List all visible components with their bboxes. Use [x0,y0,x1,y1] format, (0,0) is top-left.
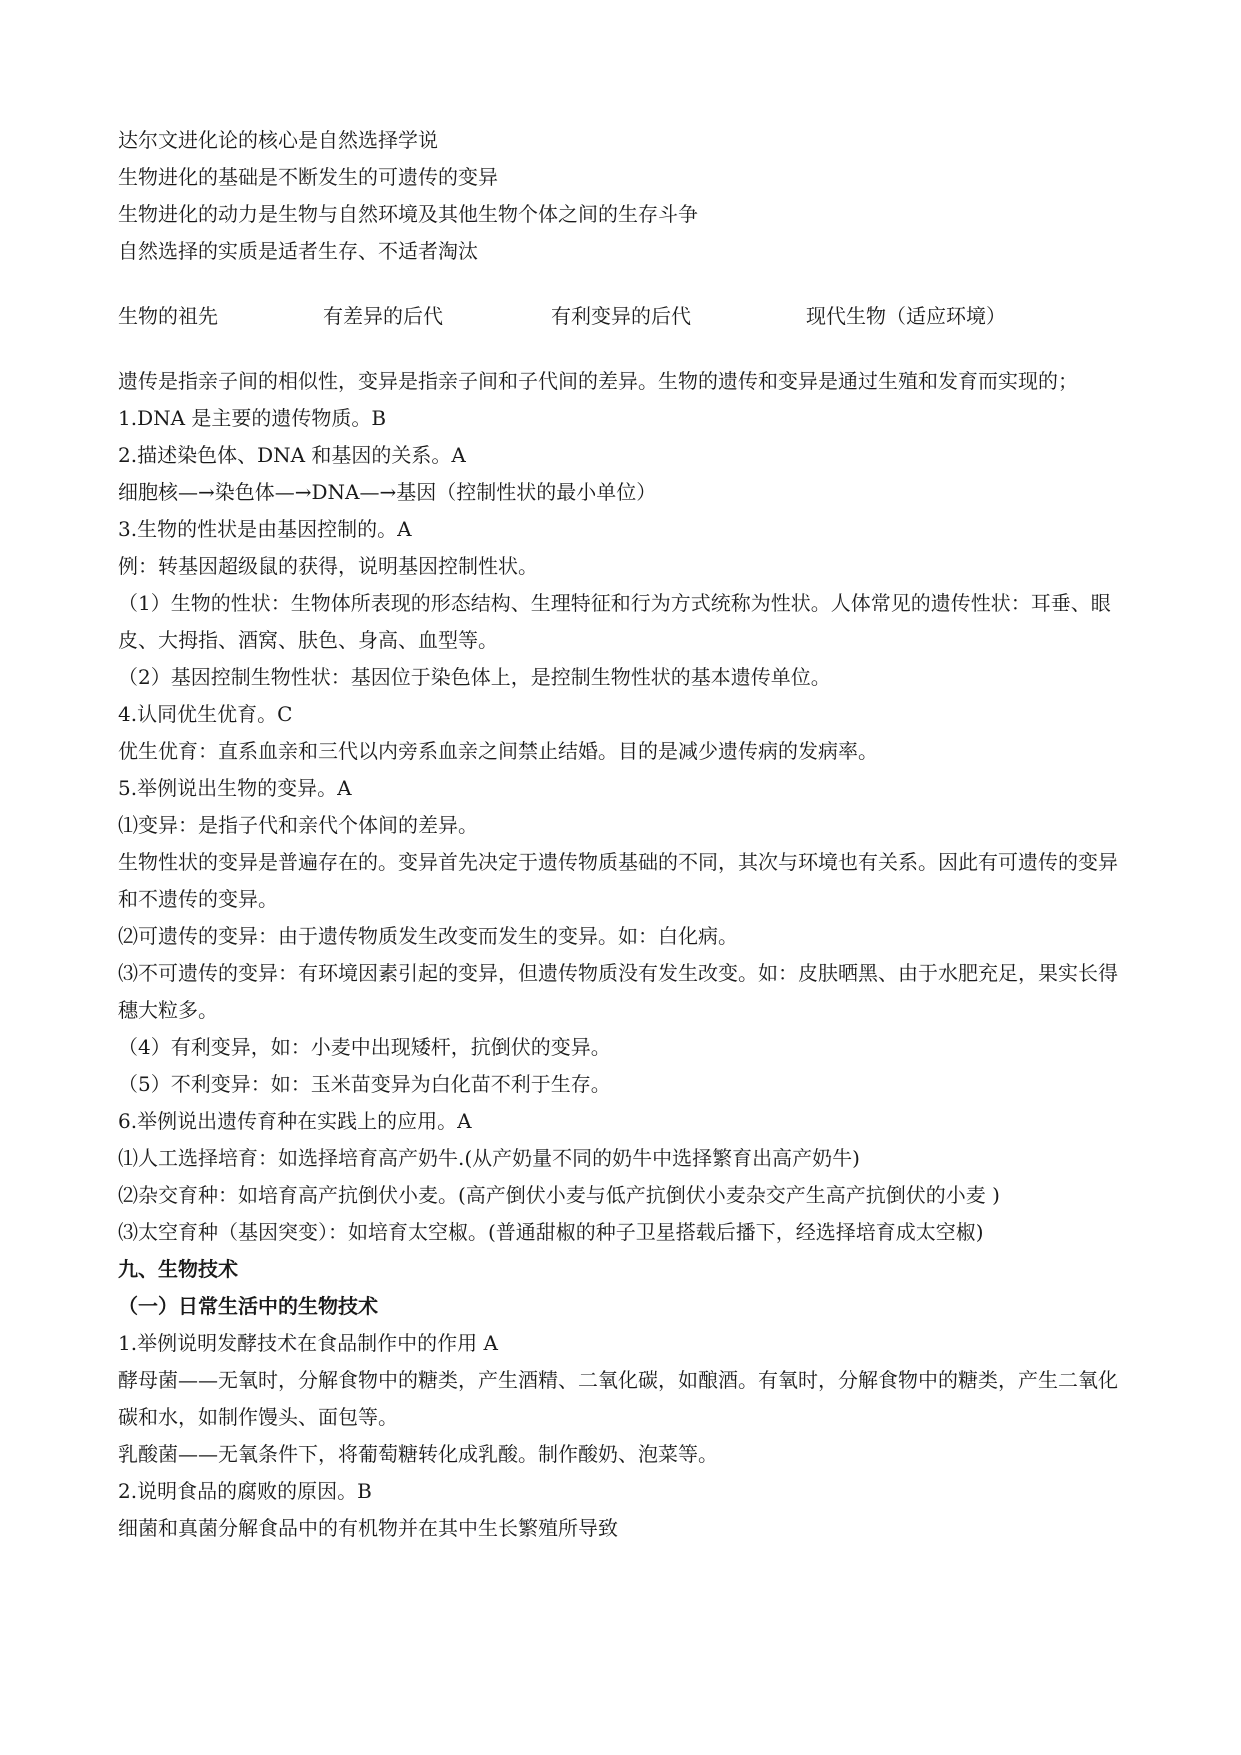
body-line: 例：转基因超级鼠的获得，说明基因控制性状。 [118,554,538,578]
body-line: ⑴变异：是指子代和亲代个体间的差异。 [118,813,478,837]
body-line: （2）基因控制生物性状：基因位于染色体上，是控制生物性状的基本遗传单位。 [118,665,831,689]
body-line: 2.说明食品的腐败的原因。B [118,1479,372,1503]
body-line: 乳酸菌——无氧条件下，将葡萄糖转化成乳酸。制作酸奶、泡菜等。 [118,1442,718,1466]
document-content [118,122,1130,1547]
body-line: 优生优育：直系血亲和三代以内旁系血亲之间禁止结婚。目的是减少遗传病的发病率。 [118,739,878,763]
evolution-flow [118,298,1130,335]
body-line: 细胞核—→染色体—→DNA—→基因（控制性状的最小单位） [118,480,657,504]
body-line: ⑴人工选择培育：如选择培育高产奶牛.(从产奶量不同的奶牛中选择繁育出高产奶牛) [118,1146,860,1170]
intro-line: 生物进化的动力是生物与自然环境及其他生物个体之间的生存斗争 [118,202,698,226]
body-line: （5）不利变异：如：玉米苗变异为白化苗不利于生存。 [118,1072,611,1096]
body-line: 细菌和真菌分解食品中的有机物并在其中生长繁殖所导致 [118,1516,618,1540]
body-paragraph: 遗传是指亲子间的相似性，变异是指亲子间和子代间的差异。生物的遗传和变异是通过生殖和发育而实现的； [118,369,1078,393]
body-line: 2.描述染色体、DNA 和基因的关系。A [118,443,466,467]
intro-line: 达尔文进化论的核心是自然选择学说 [118,128,438,152]
section-subheading: （一）日常生活中的生物技术 [118,1294,378,1318]
body-paragraph: （1）生物的性状：生物体所表现的形态结构、生理特征和行为方式统称为性状。人体常见的遗传性状：耳垂、眼皮、大拇指、酒窝、肤色、身高、血型等。 [118,591,1111,652]
body-line: 5.举例说出生物的变异。A [118,776,352,800]
body-line: 3.生物的性状是由基因控制的。A [118,517,412,541]
body-line: 6.举例说出遗传育种在实践上的应用。A [118,1109,472,1133]
flow-step: 现代生物（适应环境） [806,304,1006,328]
flow-step: 有差异的后代 [323,304,443,328]
intro-line: 自然选择的实质是适者生存、不适者淘汰 [118,239,478,263]
body-line: 4.认同优生优育。C [118,702,293,726]
flow-step: 有利变异的后代 [551,304,691,328]
body-line: ⑵可遗传的变异：由于遗传物质发生改变而发生的变异。如：白化病。 [118,924,738,948]
body-line: 1.举例说明发酵技术在食品制作中的作用 A [118,1331,498,1355]
body-line: ⑶太空育种（基因突变）：如培育太空椒。(普通甜椒的种子卫星搭载后播下，经选择培育成太空椒) [118,1220,984,1244]
body-paragraph: 生物性状的变异是普遍存在的。变异首先决定于遗传物质基础的不同，其次与环境也有关系。因此有可遗传的变异和不遗传的变异。 [118,850,1118,911]
body-paragraph: ⑶不可遗传的变异：有环境因素引起的变异，但遗传物质没有发生改变。如：皮肤晒黑、由于水肥充足，果实长得穗大粒多。 [118,961,1118,1022]
body-paragraph: 酵母菌——无氧时，分解食物中的糖类，产生酒精、二氧化碳，如酿酒。有氧时，分解食物中的糖类，产生二氧化碳和水，如制作馒头、面包等。 [118,1368,1118,1429]
intro-line: 生物进化的基础是不断发生的可遗传的变异 [118,165,498,189]
body-line: （4）有利变异，如：小麦中出现矮杆，抗倒伏的变异。 [118,1035,611,1059]
section-heading: 九、生物技术 [118,1257,238,1281]
body-line: ⑵杂交育种：如培育高产抗倒伏小麦。(高产倒伏小麦与低产抗倒伏小麦杂交产生高产抗倒伏的小麦 ) [118,1183,1000,1207]
flow-step: 生物的祖先 [118,304,218,328]
body-line: 1.DNA 是主要的遗传物质。B [118,406,387,430]
